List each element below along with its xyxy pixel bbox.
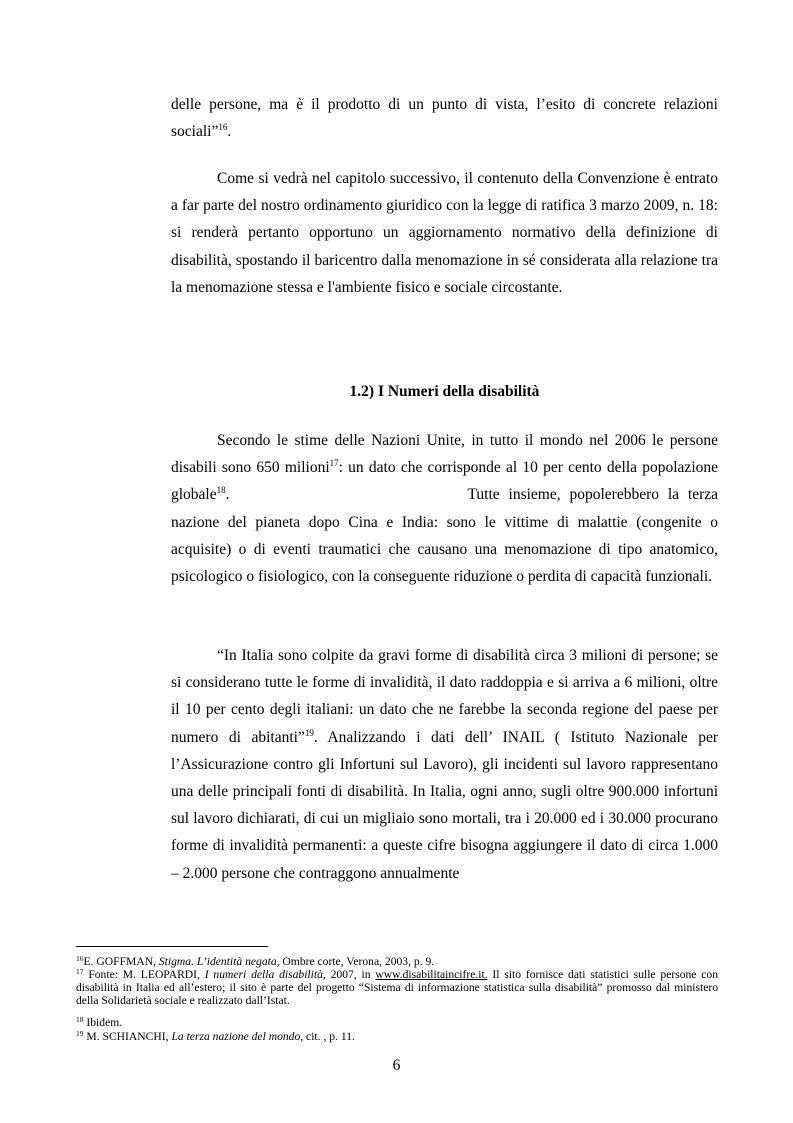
footnote-19: $^{19}$ M. SCHIANCHI, La terza nazione del mondo, cit. , p. 11. <box>76 1029 355 1043</box>
paragraph-convenzione: Come si vedrà nel capitolo successivo, il contenuto della Convenzione è entrato a far parte del nostro ordinamento giuridico con la legge di ratifica 3 marzo 2009, n. 18: si renderà pertanto opportuno un aggiornamento normativo della definizione di disabilità, spostando il baricentro dalla menomazione in sé considerata alla relazione tra la menomazione stessa e l'ambiente fisico e sociale circostante. <box>171 170 718 296</box>
page-number: 6 <box>392 1057 401 1074</box>
footnote-17: $^{17}$ Fonte: M. LEOPARDI, I numeri della disabilità, 2007, in www.disabilitaincifre.it. Il sito fornisce dati statistici sulle persone con disabilità in Italia ed all’estero; il sito è parte del progetto “Sistema di informazione statistica sulla disabilità” promosso dal ministero della Solidarietà sociale e realizzato dall’Istat. <box>76 967 719 1008</box>
footnote-18: $^{18}$ Ibidem. <box>76 1015 123 1029</box>
footnote-ref[interactable]: 17 <box>329 458 339 469</box>
footnote-16: $^{16}$E. GOFFMAN, Stigma. L’identità negata, Ombre corte, Verona, 2003, p. 9. <box>76 954 435 968</box>
website-link[interactable]: www.disabilitaincifre.it. <box>375 968 488 981</box>
paragraph-continuation: delle persone, ma è il prodotto di un punto di vista, l’esito di concrete relazioni sociali”$^{16}$. <box>171 96 718 141</box>
paragraph-numeri: Secondo le stime delle Nazioni Unite, in tutto il mondo nel 2006 le persone disabili sono 650 milioni$^{17}$: un dato che corrisponde al 10 per cento della popolazione globale$^{18}$. Tutte insieme, popolerebbero la terza nazione del pianeta dopo Cina e India: sono le vittime di malattie (congenite o acquisite) o di eventi traumatici che causano una menomazione di tipo anatomico, psicologico o fisiologico, con la conseguente riduzione o perdita di capacità funzionali. <box>171 432 719 586</box>
footnote-ref[interactable]: 18 <box>216 485 226 496</box>
footnote-ref[interactable]: 19 <box>304 727 314 738</box>
footnote-ref[interactable]: 16 <box>218 122 228 133</box>
paragraph-italia: “In Italia sono colpite da gravi forme di disabilità circa 3 milioni di persone; se si considerano tutte le forme di invalidità, il dato raddoppia e si arriva a 6 milioni, oltre il 10 per cento degli italiani: un dato che ne farebbe la seconda regione del paese per numero di abitanti”$^{19}$. Analizzando i dati dell’ INAIL ( Istituto Nazionale per l’Assicurazione contro gli Infortuni sul Lavoro), gli incidenti sul lavoro rappresentano una delle principali fonti di disabilità. In Italia, ogni anno, sugli oltre 900.000 infortuni sul lavoro dichiarati, di cui un migliaio sono mortali, tra i 20.000 ed i 30.000 procurano forme di invalidità permanenti: a queste cifre bisogna aggiungere il dato di circa 1.000 – 2.000 persone che contraggono annualmente <box>171 647 718 882</box>
footnote-separator <box>76 946 268 947</box>
section-heading: 1.2) I Numeri della disabilità <box>349 383 540 400</box>
